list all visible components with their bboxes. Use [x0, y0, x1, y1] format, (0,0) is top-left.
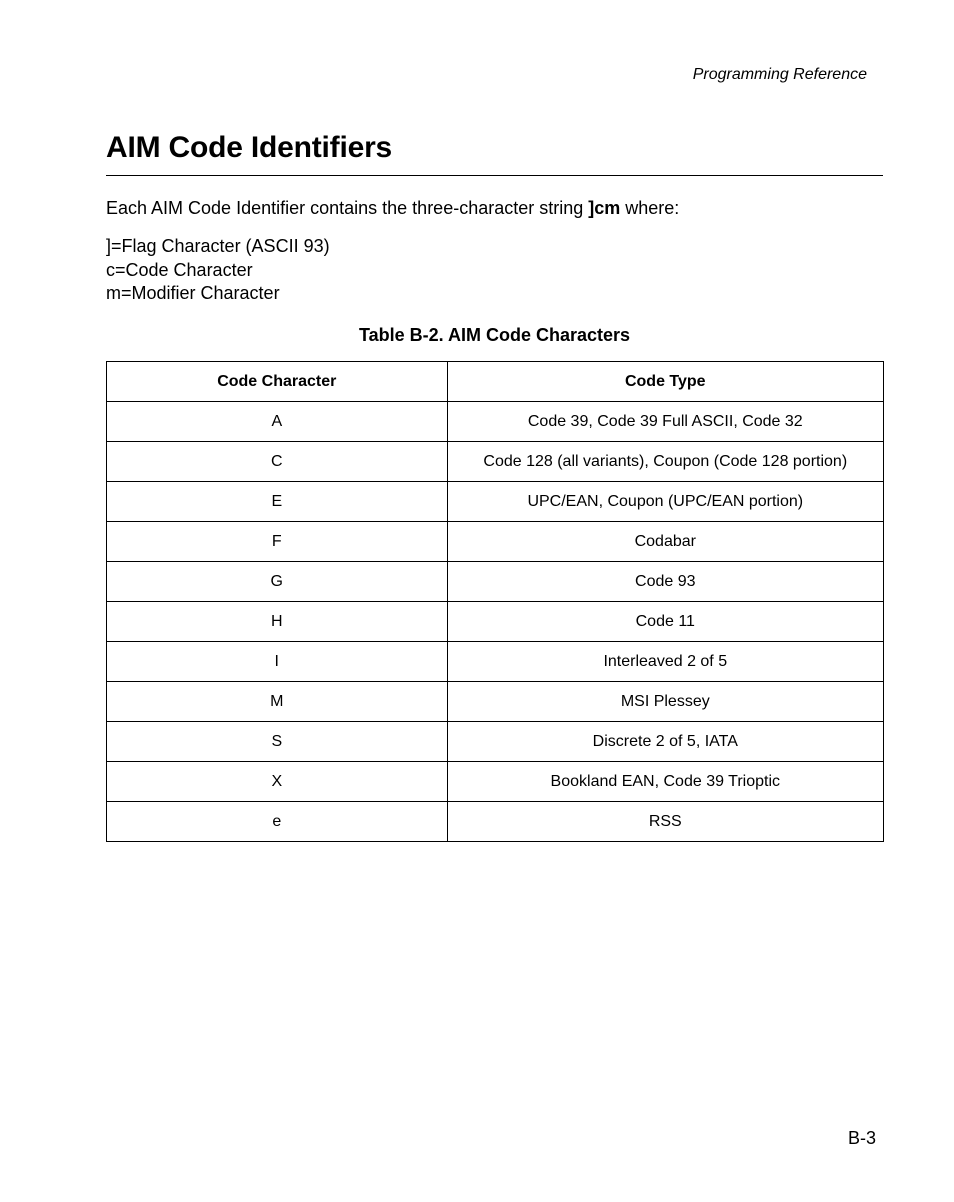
table-row	[107, 482, 884, 522]
cell-code-character: S	[107, 722, 448, 762]
header-code-character: Code Character	[107, 362, 448, 402]
table-caption: Table B-2. AIM Code Characters	[358, 325, 631, 345]
intro-text-after: where:	[620, 198, 680, 218]
cell-code-type: Discrete 2 of 5, IATA	[447, 722, 883, 762]
header-code-type: Code Type	[447, 362, 883, 402]
table-row	[107, 722, 884, 762]
running-header: Programming Reference	[692, 66, 867, 83]
cell-code-type: Code 128 (all variants), Coupon (Code 128 portion)	[447, 442, 883, 482]
table-row	[107, 802, 884, 842]
cell-code-type: UPC/EAN, Coupon (UPC/EAN portion)	[447, 482, 883, 522]
section-title: AIM Code Identifiers	[106, 131, 393, 164]
title-rule	[106, 175, 883, 176]
cell-code-type: MSI Plessey	[447, 682, 883, 722]
cell-code-character: E	[107, 482, 448, 522]
cell-code-type: Bookland EAN, Code 39 Trioptic	[447, 762, 883, 802]
cell-code-character: I	[107, 642, 448, 682]
cell-code-character: A	[107, 402, 448, 442]
cell-code-character: F	[107, 522, 448, 562]
cell-code-type: Code 11	[447, 602, 883, 642]
intro-bold-string: ]cm	[588, 198, 621, 218]
cell-code-character: C	[107, 442, 448, 482]
aim-code-table	[106, 361, 884, 842]
cell-code-character: H	[107, 602, 448, 642]
cell-code-type: Interleaved 2 of 5	[447, 642, 883, 682]
table-row	[107, 642, 884, 682]
cell-code-character: X	[107, 762, 448, 802]
table-row	[107, 522, 884, 562]
cell-code-type: RSS	[447, 802, 883, 842]
cell-code-character: G	[107, 562, 448, 602]
table-row	[107, 562, 884, 602]
cell-code-type: Codabar	[447, 522, 883, 562]
table-row	[107, 402, 884, 442]
cell-code-type: Code 39, Code 39 Full ASCII, Code 32	[447, 402, 883, 442]
table-row	[107, 602, 884, 642]
definition-modifier: m=Modifier Character	[106, 283, 280, 303]
table-row	[107, 682, 884, 722]
intro-text-before: Each AIM Code Identifier contains the three-character string	[106, 198, 589, 218]
definition-flag: ]=Flag Character (ASCII 93)	[106, 236, 330, 256]
table-header-row	[107, 362, 884, 402]
table-row	[107, 442, 884, 482]
cell-code-character: M	[107, 682, 448, 722]
page-number: B-3	[847, 1128, 876, 1148]
cell-code-character: e	[107, 802, 448, 842]
intro-paragraph	[106, 197, 679, 219]
table-row	[107, 762, 884, 802]
cell-code-type: Code 93	[447, 562, 883, 602]
definitions-list	[106, 235, 330, 306]
definition-code: c=Code Character	[106, 259, 253, 280]
